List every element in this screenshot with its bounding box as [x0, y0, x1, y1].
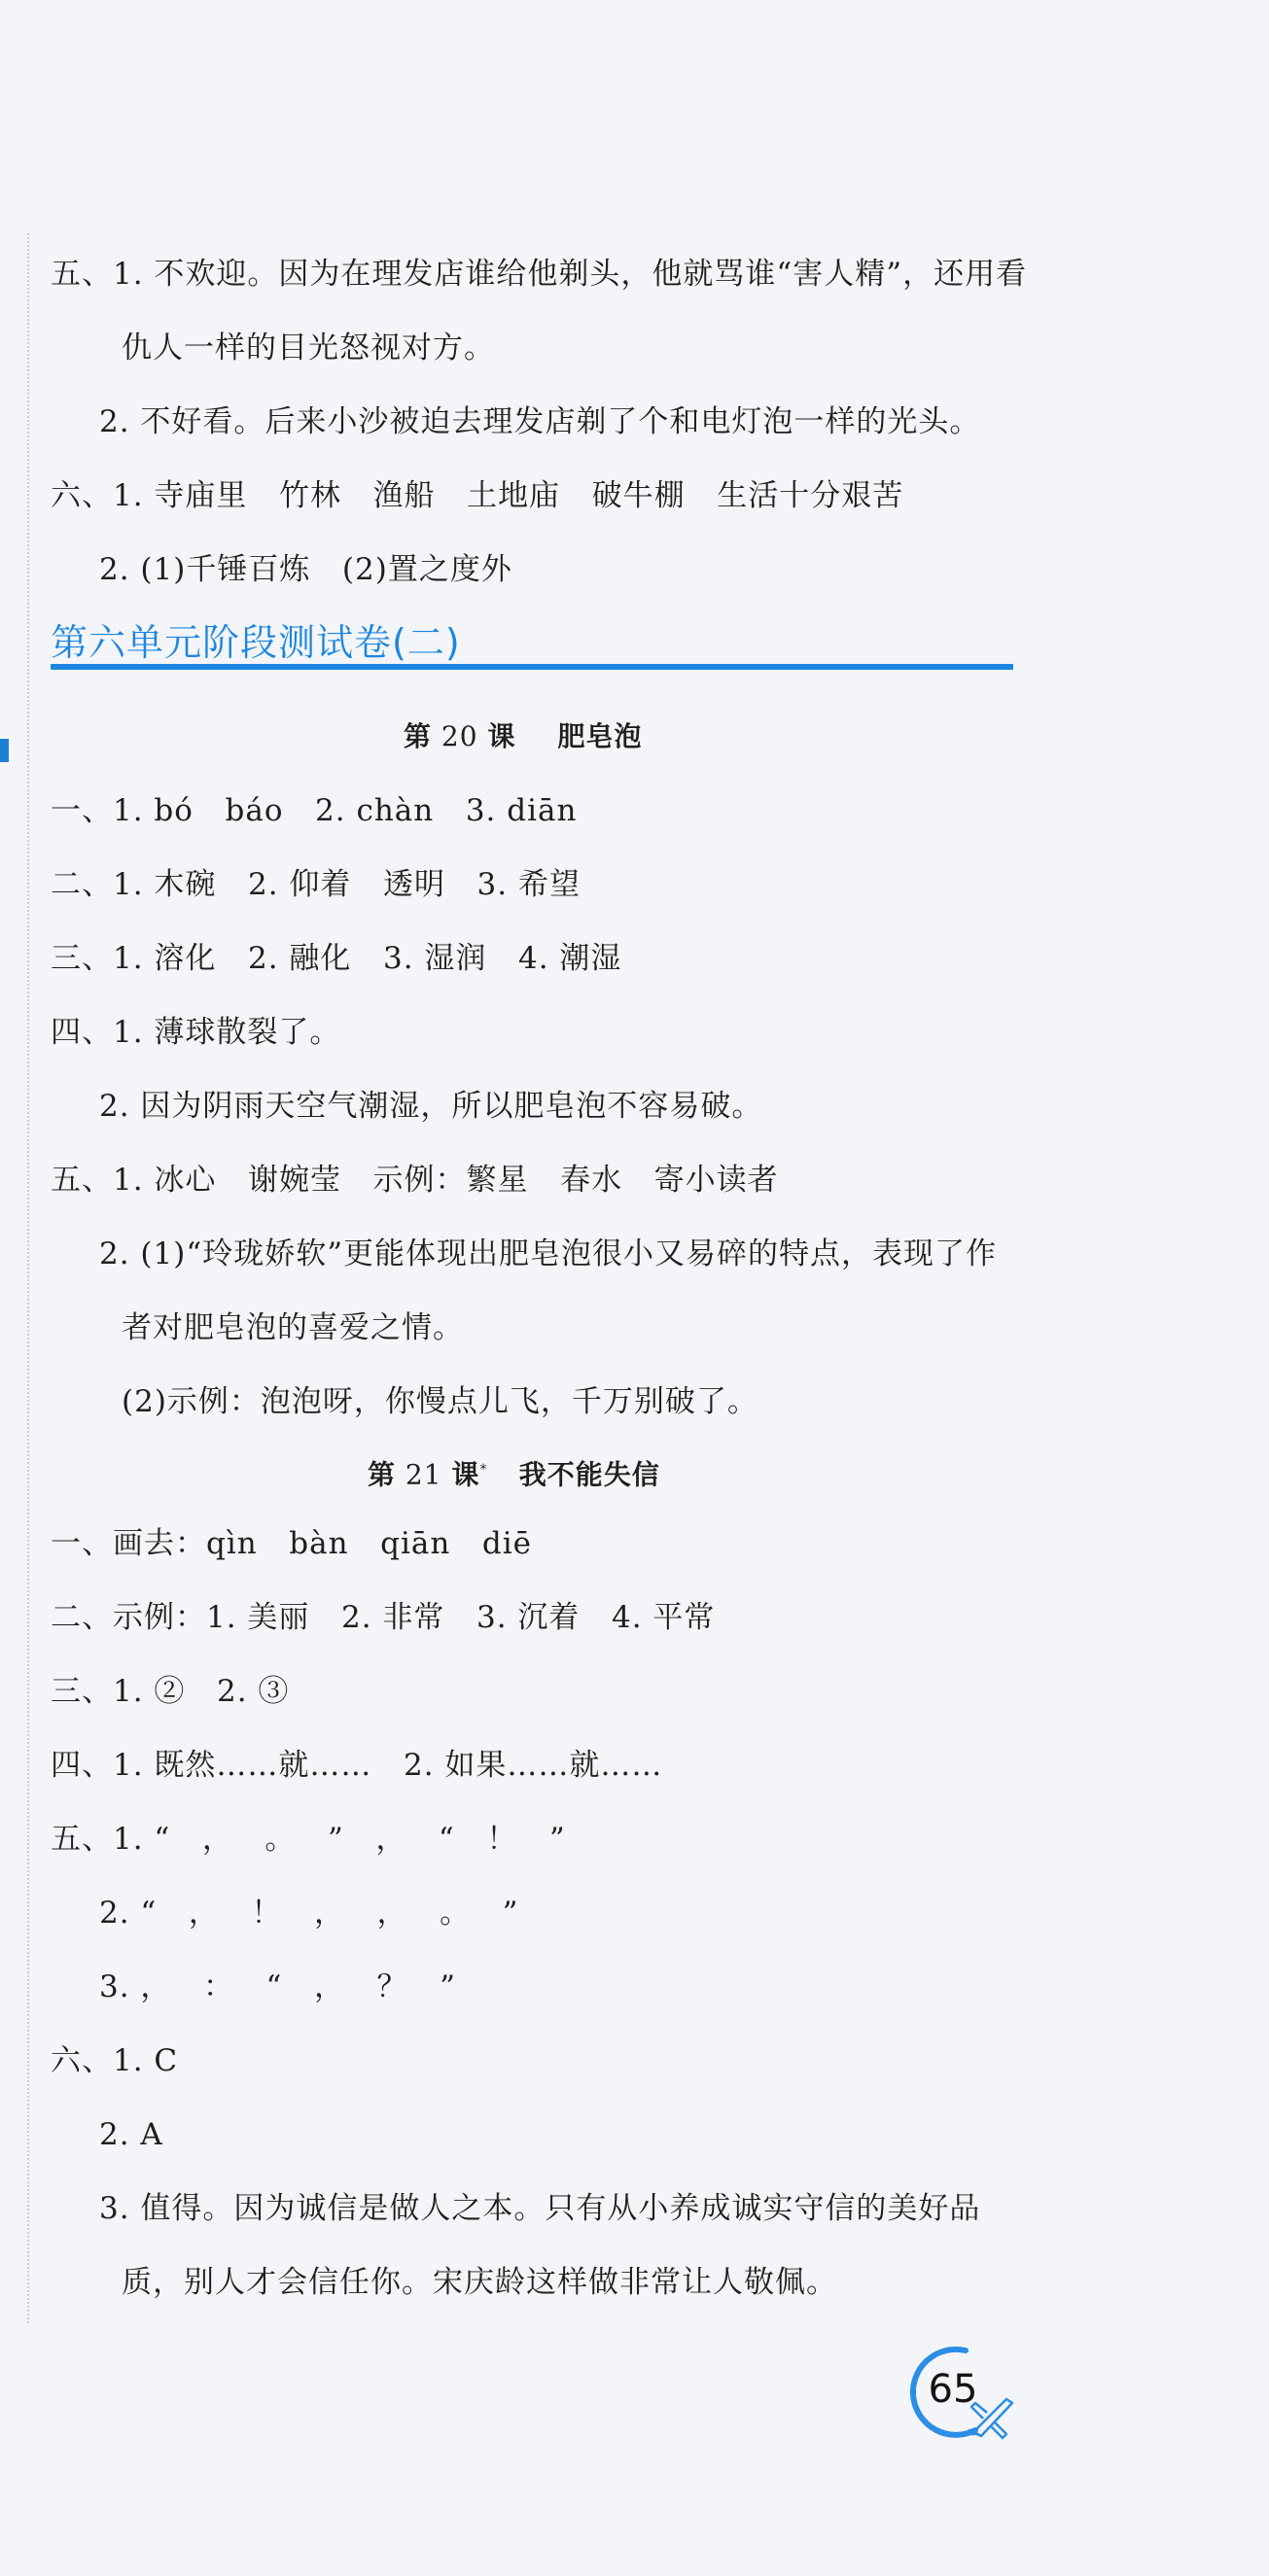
lesson-number: 21	[396, 1458, 452, 1491]
page-number: 65	[928, 2367, 978, 2412]
answer-line: 2. (1)“玲珑娇软”更能体现出肥皂泡很小又易碎的特点，表现了作	[99, 1236, 998, 1271]
answer-line: 2. 因为阴雨天空气潮湿，所以肥皂泡不容易破。	[99, 1089, 763, 1124]
optional-lesson-star: *	[479, 1462, 488, 1478]
binding-margin-line	[27, 233, 29, 2323]
lesson-label-pre: 第	[368, 1458, 397, 1491]
answer-line: 2. “ ， ！ ， ， 。 ”	[99, 1896, 519, 1931]
lesson-number: 20	[432, 720, 488, 752]
answer-line: 2. A	[99, 2117, 163, 2152]
lesson-heading-21	[368, 1450, 660, 1494]
answer-line: 2. 不好看。后来小沙被迫去理发店剃了个和电灯泡一样的光头。	[99, 404, 981, 439]
answer-line: 五、1. “ ， 。 ” ， “ ！ ”	[51, 1822, 566, 1857]
answer-line: 仇人一样的目光怒视对方。	[122, 331, 495, 366]
answer-line: 2. (1)千锤百炼 (2)置之度外	[99, 552, 512, 587]
lesson-label-post: 课	[451, 1458, 480, 1491]
lesson-label-post: 课	[487, 720, 516, 752]
answer-line: 一、画去：qìn bàn qiān diē	[51, 1526, 533, 1561]
answer-line: 质，别人才会信任你。宋庆龄这样做非常让人敬佩。	[122, 2265, 837, 2300]
answer-line: 二、示例：1. 美丽 2. 非常 3. 沉着 4. 平常	[51, 1600, 716, 1635]
answer-line: 五、1. 不欢迎。因为在理发店谁给他剃头，他就骂谁“害人精”，还用看	[51, 257, 1028, 292]
answer-line: 六、1. C	[51, 2043, 179, 2078]
lesson-label-pre: 第	[404, 720, 433, 752]
answer-line: 3. ， ： “ ， ？ ”	[99, 1969, 456, 2004]
lesson-heading-20	[404, 717, 642, 756]
answer-line: 五、1. 冰心 谢婉莹 示例：繁星 春水 寄小读者	[51, 1163, 779, 1198]
margin-tab-marker	[0, 739, 9, 762]
answer-line: 三、1. ② 2. ③	[51, 1674, 290, 1709]
answer-line: 二、1. 木碗 2. 仰着 透明 3. 希望	[51, 867, 581, 902]
answer-line: 三、1. 溶化 2. 融化 3. 湿润 4. 潮湿	[51, 941, 622, 976]
answer-line: 者对肥皂泡的喜爱之情。	[122, 1310, 464, 1345]
answer-line: 四、1. 既然……就…… 2. 如果……就……	[51, 1748, 663, 1783]
answer-line: 3. 值得。因为诚信是做人之本。只有从小养成诚实守信的美好品	[99, 2191, 981, 2226]
lesson-title: 肥皂泡	[557, 720, 643, 752]
section-title: 第六单元阶段测试卷(二)	[51, 621, 461, 664]
lesson-title: 我不能失信	[518, 1458, 660, 1491]
answer-line: 一、1. bó báo 2. chàn 3. diān	[51, 793, 578, 828]
answer-line: 六、1. 寺庙里 竹林 渔船 土地庙 破牛棚 生活十分艰苦	[51, 478, 904, 513]
section-title-underline	[51, 664, 1013, 670]
answer-line: 四、1. 薄球散裂了。	[51, 1015, 341, 1050]
answer-line: (2)示例：泡泡呀，你慢点儿飞，千万别破了。	[122, 1384, 758, 1419]
